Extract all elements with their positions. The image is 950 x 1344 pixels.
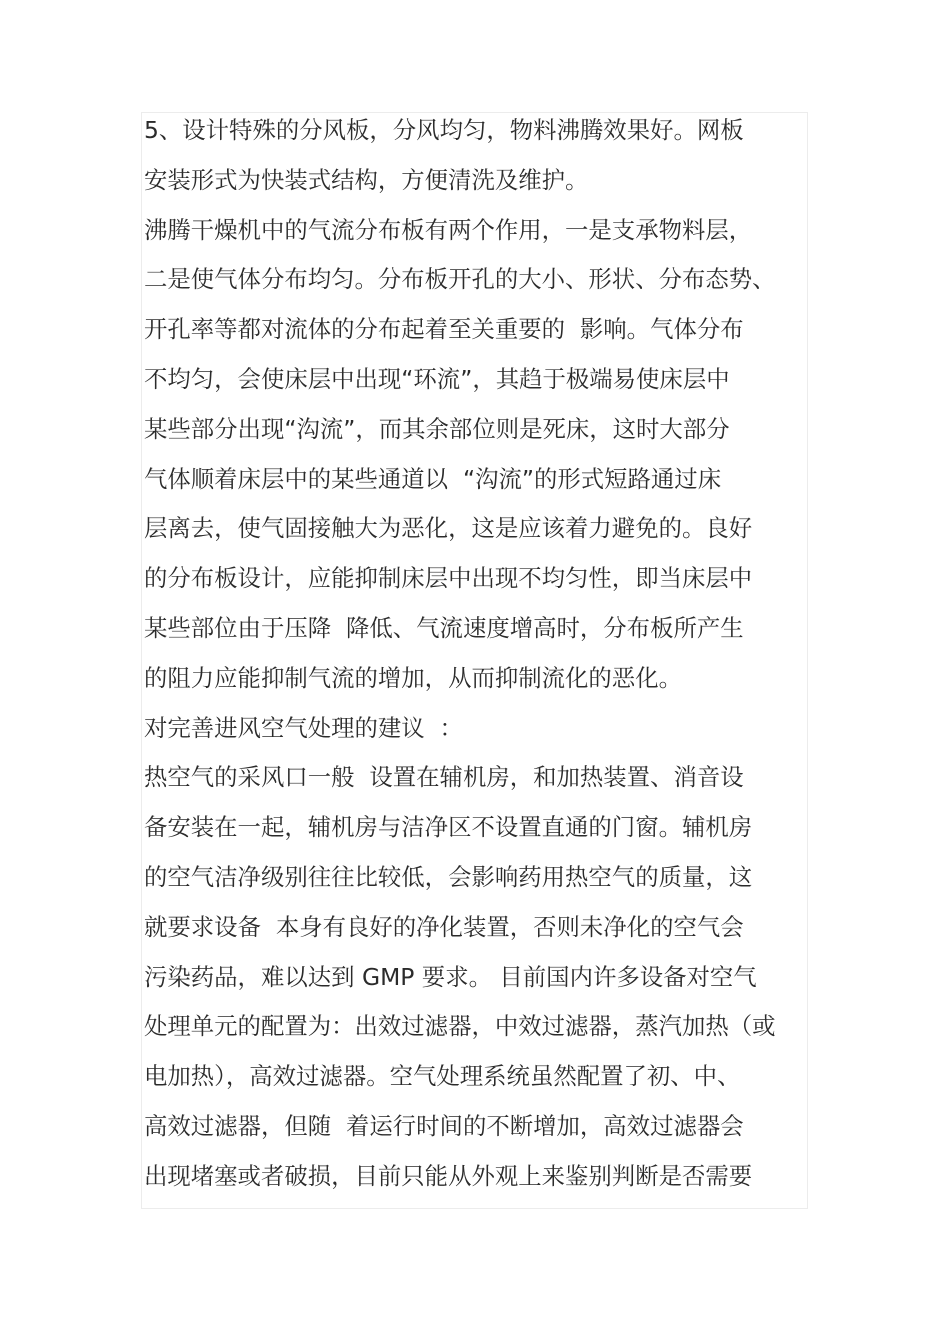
text-line: 热空气的采风口一般 设置在辅机房，和加热装置、消音设: [144, 763, 744, 792]
text-line: 安装形式为快装式结构，方便清洗及维护。: [144, 165, 589, 194]
text-line: 5、设计特殊的分风板，分风均匀，物料沸腾效果好。网板: [144, 116, 744, 144]
text-line: 就要求设备 本身有良好的净化装置，否则未净化的空气会: [144, 912, 744, 941]
text-line: 的分布板设计，应能抑制床层中出现不均匀性，即当床层中: [144, 564, 753, 593]
text-line: 对完善进风空气处理的建议 ：: [144, 713, 463, 742]
text-line: 电加热），高效过滤器。空气处理系统虽然配置了初、中、: [144, 1062, 741, 1091]
text-line: 某些部分出现“沟流”，而其余部位则是死床，这时大部分: [144, 414, 730, 443]
text-line: 的空气洁净级别往往比较低，会影响药用热空气的质量，这: [144, 862, 753, 891]
body-text: [144, 106, 812, 1202]
text-line: 沸腾干燥机中的气流分布板有两个作用，一是支承物料层，: [144, 215, 753, 244]
text-line: 污染药品，难以达到 GMP 要求。 目前国内许多设备对空气: [144, 962, 757, 991]
text-line: 气体顺着床层中的某些通道以 “沟流”的形式短路通过床: [144, 464, 722, 493]
text-line: 备安装在一起，辅机房与洁净区不设置直通的门窗。辅机房: [144, 813, 753, 842]
text-line: 层离去，使气固接触大为恶化，这是应该着力避免的。良好: [144, 514, 753, 543]
text-line: 二是使气体分布均匀。分布板开孔的大小、形状、分布态势、: [144, 265, 776, 294]
text-line: 开孔率等都对流体的分布起着至关重要的 影响。气体分布: [144, 315, 744, 344]
text-line: 不均匀，会使床层中出现“环流”，其趋于极端易使床层中: [144, 364, 730, 393]
text-line: 的阻力应能抑制气流的增加，从而抑制流化的恶化。: [144, 663, 682, 692]
text-line: 出现堵塞或者破损，目前只能从外观上来鉴别判断是否需要: [144, 1161, 753, 1190]
text-line: 高效过滤器，但随 着运行时间的不断增加，高效过滤器会: [144, 1111, 744, 1140]
text-line: 某些部位由于压降 降低、气流速度增高时，分布板所产生: [144, 613, 744, 642]
text-line: 处理单元的配置为：出效过滤器，中效过滤器，蒸汽加热（或: [144, 1012, 776, 1041]
